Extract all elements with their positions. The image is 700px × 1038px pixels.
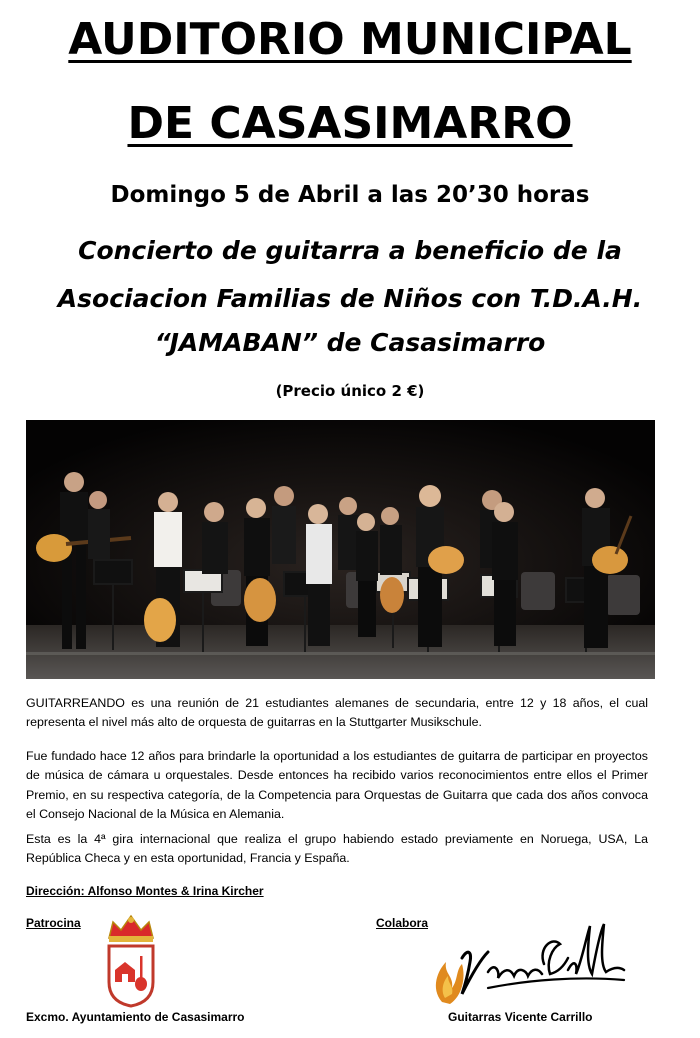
sponsor-label: Patrocina xyxy=(26,916,81,930)
event-date: Domingo 5 de Abril a las 20’30 horas xyxy=(110,182,590,208)
concert-line-2: Asociacion Familias de Niños con T.D.A.H. xyxy=(57,284,643,313)
title-line-2: DE CASASIMARRO xyxy=(127,98,573,149)
title-line-1: AUDITORIO MUNICIPAL xyxy=(68,14,632,65)
concert-line-3: “JAMABAN” de Casasimarro xyxy=(154,328,546,357)
concert-line-1: Concierto de guitarra a beneficio de la xyxy=(78,236,622,265)
ensemble-photo xyxy=(26,420,655,679)
paragraph-tour: Esta es la 4ª gira internacional que realiza el grupo habiendo estado previamente en Noruega, USA, La República Checa y en esta oportunidad, Francia y España. xyxy=(26,832,648,866)
collab-name: Guitarras Vicente Carrillo xyxy=(448,1010,593,1024)
vicente-carrillo-logo xyxy=(428,918,628,1010)
ticket-price: (Precio único 2 €) xyxy=(275,382,425,400)
collab-label: Colabora xyxy=(376,916,429,930)
paragraph-intro: GUITARREANDO es una reunión de 21 estudiantes alemanes de secundaria, entre 12 y 18 años, el cual representa el nivel más alto de orquesta de guitarras en la Stuttgarter Musikschule. xyxy=(26,696,648,730)
paragraph-history: Fue fundado hace 12 años para brindarle la oportunidad a los estudiantes de guitarra de participar en proyectos de música de cámara u orquestales. Desde entonces ha recibido varios reconocimientos entre ellos el Primer Premio, en su respectiva categoría, de la Competencia para Orquestas de Guitarra que cada dos años convoca el Consejo Nacional de la Música en Alemania. xyxy=(26,749,648,822)
coat-of-arms-icon xyxy=(103,912,159,1008)
sponsor-name: Excmo. Ayuntamiento de Casasimarro xyxy=(26,1010,245,1024)
direction-credit: Dirección: Alfonso Montes & Irina Kircher xyxy=(26,884,264,898)
